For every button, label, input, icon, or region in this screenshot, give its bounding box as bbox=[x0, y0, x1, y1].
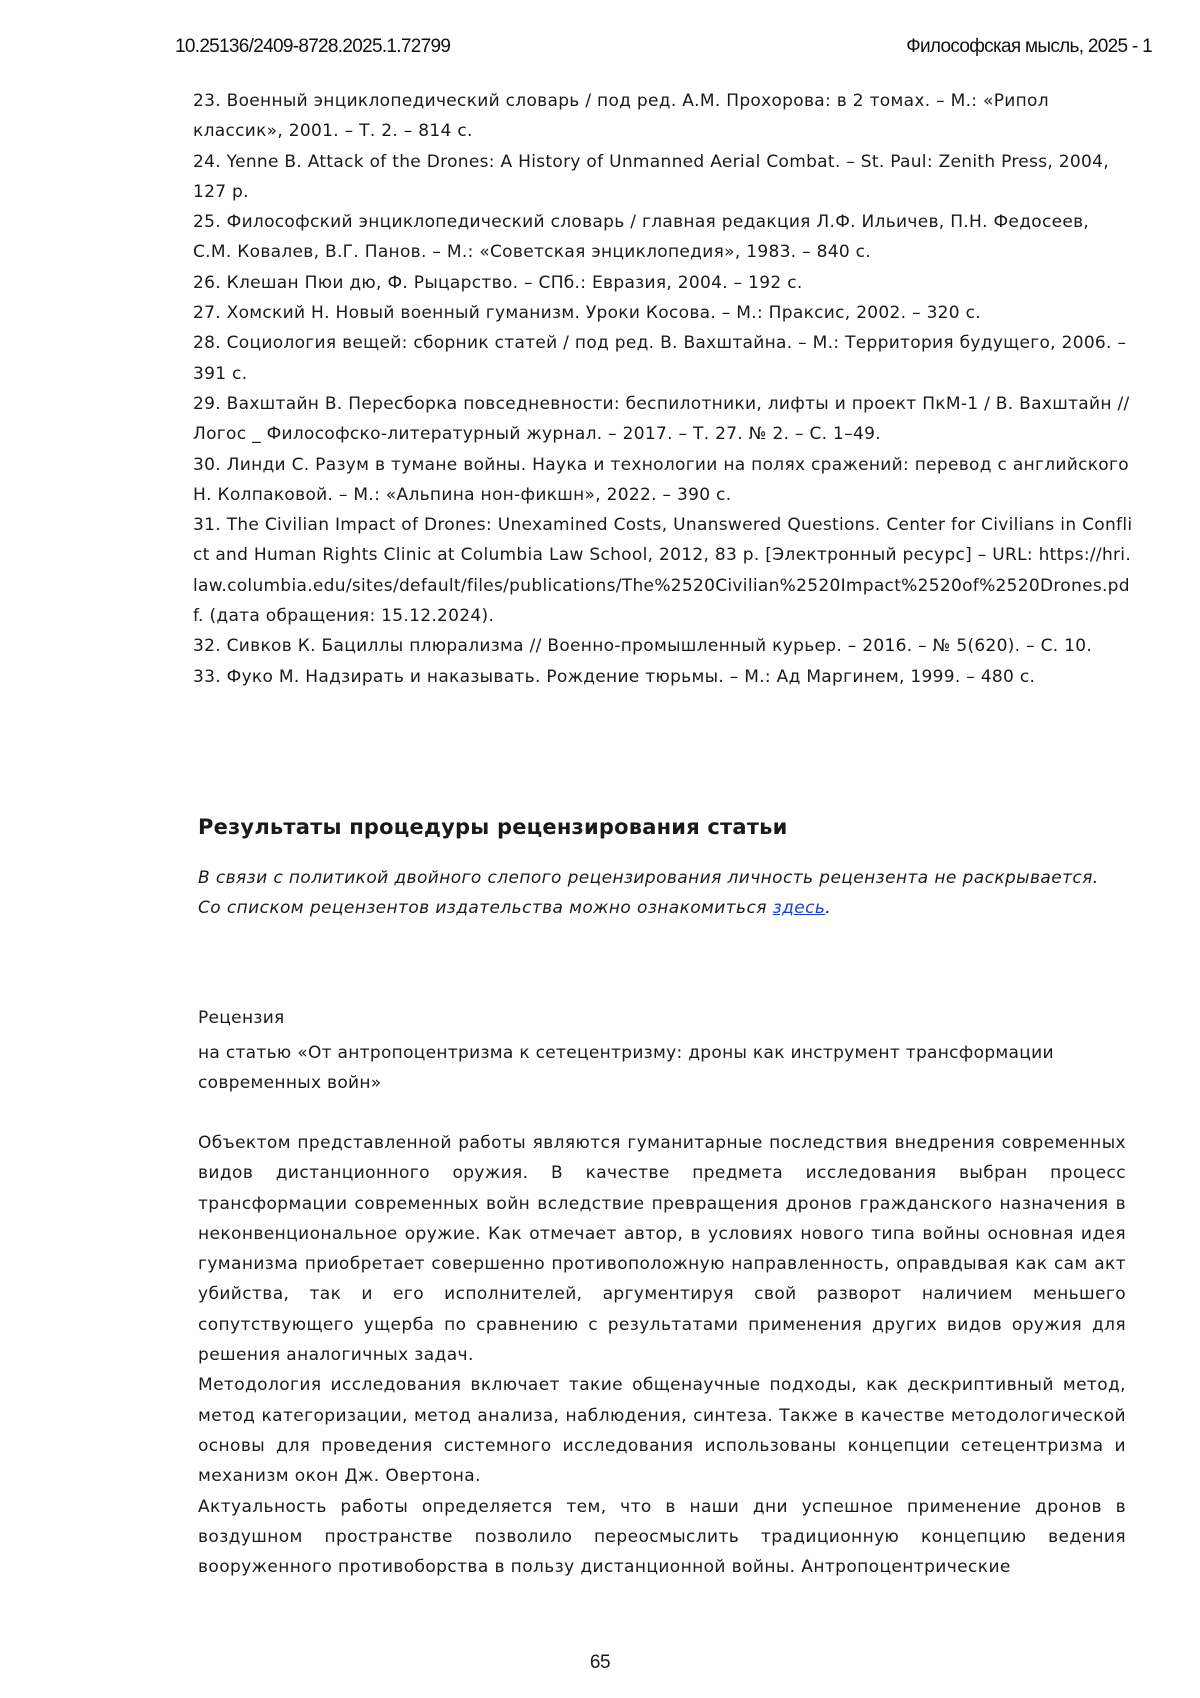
page-number: 65 bbox=[0, 1652, 1200, 1674]
reviewers-list-link[interactable]: здесь bbox=[773, 898, 826, 918]
review-section-title: Результаты процедуры рецензирования статьи bbox=[198, 815, 788, 839]
reference-list bbox=[193, 86, 1133, 692]
page-header bbox=[175, 36, 1152, 62]
reference-item bbox=[193, 510, 1133, 631]
reference-item: 23. Военный энциклопедический словарь / под ред. А.М. Прохорова: в 2 томах. – М.: «Рипол классик», 2001. – Т. 2. – 814 с. bbox=[193, 86, 1133, 147]
review-label: Рецензия bbox=[198, 1008, 285, 1028]
review-paragraph: Методология исследования включает такие общенаучные подходы, как дескриптивный метод, метод категоризации, метод анализа, наблюдения, синтеза. Также в качестве методологической основы для проведения системного исследования использованы концепции сетецентризма и механизм окон Дж. Овертона. bbox=[198, 1370, 1126, 1491]
reference-access-date: (дата обращения: 15.12.2024). bbox=[204, 606, 494, 626]
reviewers-list-suffix: . bbox=[825, 898, 831, 918]
doi-text: 10.25136/2409-8728.2025.1.72799 bbox=[175, 36, 450, 58]
review-paragraph: Объектом представленной работы являются гуманитарные последствия внедрения современных видов дистанционного оружия. В качестве предмета исследования выбран процесс трансформации современных войн вследствие превращения дронов гражданского назначения в неконвенциональное оружие. Как отмечает автор, в условиях нового типа войны основная идея гуманизма приобретает совершенно противоположную направленность, оправдывая как сам акт убийства, так и его исполнителей, аргументируя свой разворот наличием меньшего сопутствующего ущерба по сравнению с результатами применения других видов оружия для решения аналогичных задач. bbox=[198, 1128, 1126, 1370]
reviewers-list-line bbox=[198, 893, 1126, 923]
reference-item: 27. Хомский Н. Новый военный гуманизм. Уроки Косова. – М.: Праксис, 2002. – 320 с. bbox=[193, 298, 1133, 328]
reference-item: 26. Клешан Пюи дю, Ф. Рыцарство. – СПб.: Евразия, 2004. – 192 с. bbox=[193, 268, 1133, 298]
reference-item: 33. Фуко М. Надзирать и наказывать. Рождение тюрьмы. – М.: Ад Маргинем, 1999. – 480 с. bbox=[193, 662, 1133, 692]
reference-item: 30. Линди С. Разум в тумане войны. Наука и технологии на полях сражений: перевод с английского Н. Колпаковой. – М.: «Альпина нон-фикшн», 2022. – 390 с. bbox=[193, 450, 1133, 511]
reference-item: 29. Вахштайн В. Пересборка повседневности: беспилотники, лифты и проект ПкМ-1 / В. Вахштайн // Логос _ Философско-литературный журнал. – 2017. – Т. 27. № 2. – С. 1–49. bbox=[193, 389, 1133, 450]
reference-item: 32. Сивков К. Бациллы плюрализма // Военно-промышленный курьер. – 2016. – № 5(620). – С. 10. bbox=[193, 631, 1133, 661]
review-body bbox=[198, 1128, 1126, 1582]
reference-item: 28. Социология вещей: сборник статей / под ред. В. Вахштайна. – М.: Территория будущего, 2006. – 391 с. bbox=[193, 328, 1133, 389]
review-notice bbox=[198, 863, 1126, 924]
reference-item: 24. Yenne B. Attack of the Drones: A History of Unmanned Aerial Combat. – St. Paul: Zenith Press, 2004, 127 p. bbox=[193, 147, 1133, 208]
reviewers-list-prefix: Со списком рецензентов издательства можно ознакомиться bbox=[198, 898, 773, 918]
review-paragraph: Актуальность работы определяется тем, что в наши дни успешное применение дронов в воздушном пространстве позволило переосмыслить традиционную концепцию ведения вооруженного противоборства в пользу дистанционной войны. Антропоцентрические bbox=[198, 1492, 1126, 1583]
journal-title: Философская мысль, 2025 - 1 bbox=[906, 36, 1152, 58]
reference-text: 31. The Civilian Impact of Drones: Unexamined Costs, Unanswered Questions. Center for Civilians in Conflict and Human Rights Clinic at Columbia Law School, 2012, 83 p. [Электронный ресурс] – URL: bbox=[193, 515, 1132, 565]
reference-url[interactable]: https://hri.law.columbia.edu/sites/default/files/publications/The%2520Civilian%2520Impact%2520of%2520Drones.pdf. bbox=[193, 545, 1131, 626]
blind-review-notice: В связи с политикой двойного слепого рецензирования личность рецензента не раскрывается. bbox=[198, 863, 1126, 893]
review-subject: на статью «От антропоцентризма к сетецентризму: дроны как инструмент трансформации современных войн» bbox=[198, 1038, 1126, 1099]
reference-item: 25. Философский энциклопедический словарь / главная редакция Л.Ф. Ильичев, П.Н. Федосеев, С.М. Ковалев, В.Г. Панов. – М.: «Советская энциклопедия», 1983. – 840 с. bbox=[193, 207, 1133, 268]
